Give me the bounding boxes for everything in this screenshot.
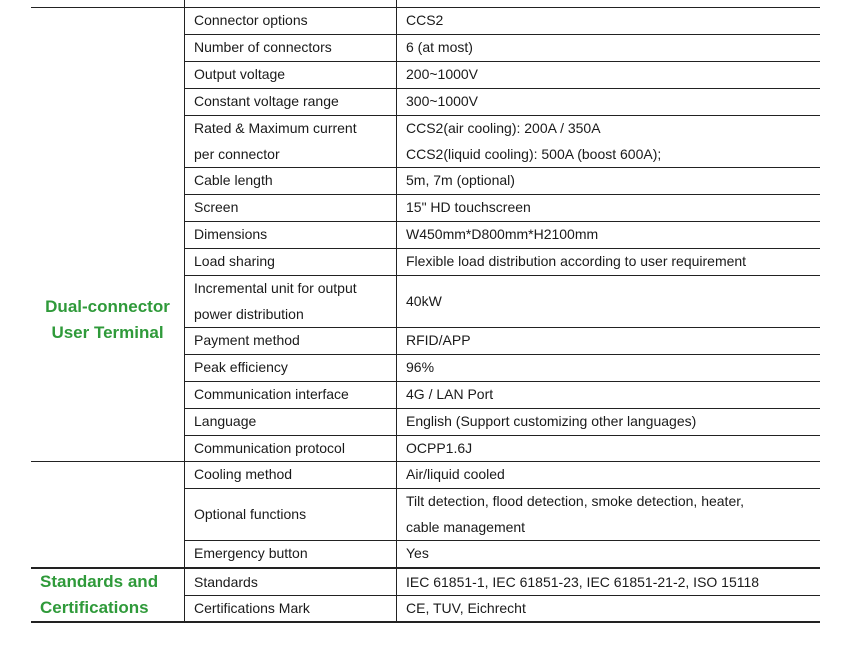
value-cell: 300~1000V (406, 93, 479, 109)
value-cell (396, 275, 820, 327)
column-divider (184, 0, 185, 623)
param-cell (184, 115, 396, 167)
param-cell: Emergency button (194, 545, 308, 561)
value-cell: 96% (406, 359, 435, 375)
param-cell: Cable length (194, 172, 273, 188)
value-cell: 15" HD touchscreen (406, 199, 531, 215)
table-row (31, 88, 820, 115)
group-divider (31, 461, 820, 462)
table-row (31, 34, 820, 61)
param-cell: Number of connectors (194, 39, 332, 55)
table-row (31, 569, 820, 595)
value-line: CCS2(liquid cooling): 500A (boost 600A); (406, 146, 662, 162)
table-row (31, 354, 820, 381)
table-row (31, 248, 820, 275)
table-row (31, 540, 820, 568)
param-cell: Cooling method (194, 466, 293, 482)
row-divider (184, 595, 820, 596)
table-row (31, 115, 820, 167)
param-cell: Standards (194, 574, 258, 590)
value-line: CCS2(air cooling): 200A / 350A (406, 120, 601, 136)
group-label-line: Standards and (40, 572, 159, 591)
value-cell: 200~1000V (406, 66, 479, 82)
row-divider (184, 221, 820, 222)
table-row (31, 167, 820, 194)
value-cell: 4G / LAN Port (406, 386, 494, 402)
param-cell: Load sharing (194, 253, 275, 269)
table-row (31, 381, 820, 408)
param-cell (184, 488, 396, 540)
param-line: per connector (194, 146, 280, 162)
value-cell (396, 115, 820, 167)
column-divider (396, 0, 397, 623)
row-divider (184, 381, 820, 382)
param-line: Optional functions (194, 506, 307, 522)
row-divider (184, 488, 820, 489)
param-cell: Peak efficiency (194, 359, 288, 375)
table-row (31, 595, 820, 622)
row-divider (184, 34, 820, 35)
row-divider (184, 408, 820, 409)
group-label-line: Certifications (40, 598, 149, 617)
value-cell: Yes (406, 545, 429, 561)
row-divider (184, 61, 820, 62)
param-cell: Communication interface (194, 386, 349, 402)
value-cell: 6 (at most) (406, 39, 473, 55)
group-label-line: User Terminal (51, 323, 164, 342)
row-divider (184, 115, 820, 116)
param-cell: Connector options (194, 12, 308, 28)
table-row (31, 7, 820, 34)
value-cell: Flexible load distribution according to user requirement (406, 253, 747, 269)
value-cell: OCPP1.6J (406, 440, 473, 456)
param-cell: Language (194, 413, 257, 429)
param-cell: Dimensions (194, 226, 268, 242)
value-cell: RFID/APP (406, 332, 471, 348)
value-line: 40kW (406, 293, 442, 309)
row-divider (184, 327, 820, 328)
value-line: Tilt detection, flood detection, smoke detection, heater, (406, 493, 745, 509)
table-row (31, 194, 820, 221)
param-cell: Payment method (194, 332, 300, 348)
group-label-line: Dual-connector (45, 297, 170, 316)
row-divider (184, 354, 820, 355)
row-divider (31, 7, 820, 8)
value-line: cable management (406, 519, 526, 535)
param-line: Rated & Maximum current (194, 120, 357, 136)
param-line: power distribution (194, 306, 304, 322)
row-divider (184, 194, 820, 195)
table-row (31, 461, 820, 488)
param-line: Incremental unit for output (194, 280, 357, 296)
table-row (31, 408, 820, 435)
param-cell: Constant voltage range (194, 93, 339, 109)
row-divider (184, 248, 820, 249)
table-row (31, 488, 820, 540)
param-cell: Output voltage (194, 66, 286, 82)
row-divider (184, 88, 820, 89)
row-divider (184, 540, 820, 541)
table-row (31, 61, 820, 88)
value-cell: 5m, 7m (optional) (406, 172, 515, 188)
value-cell: English (Support customizing other languages) (406, 413, 697, 429)
value-cell: W450mm*D800mm*H2100mm (406, 226, 599, 242)
row-divider (184, 435, 820, 436)
param-cell: Communication protocol (194, 440, 345, 456)
value-cell: Air/liquid cooled (406, 466, 505, 482)
value-cell: CCS2 (406, 12, 444, 28)
row-divider (184, 167, 820, 168)
param-cell: Certifications Mark (194, 600, 310, 616)
row-divider (184, 275, 820, 276)
table-row (31, 221, 820, 248)
value-cell (396, 488, 820, 540)
param-cell (184, 275, 396, 327)
table-row (31, 435, 820, 461)
param-cell: Screen (194, 199, 239, 215)
table-row (31, 327, 820, 354)
table-row (31, 275, 820, 327)
value-cell: CE, TUV, Eichrecht (406, 600, 526, 616)
group-divider (31, 567, 820, 569)
table-bottom-border (31, 621, 820, 623)
value-cell: IEC 61851-1, IEC 61851-23, IEC 61851-21-2, ISO 15118 (406, 574, 760, 590)
